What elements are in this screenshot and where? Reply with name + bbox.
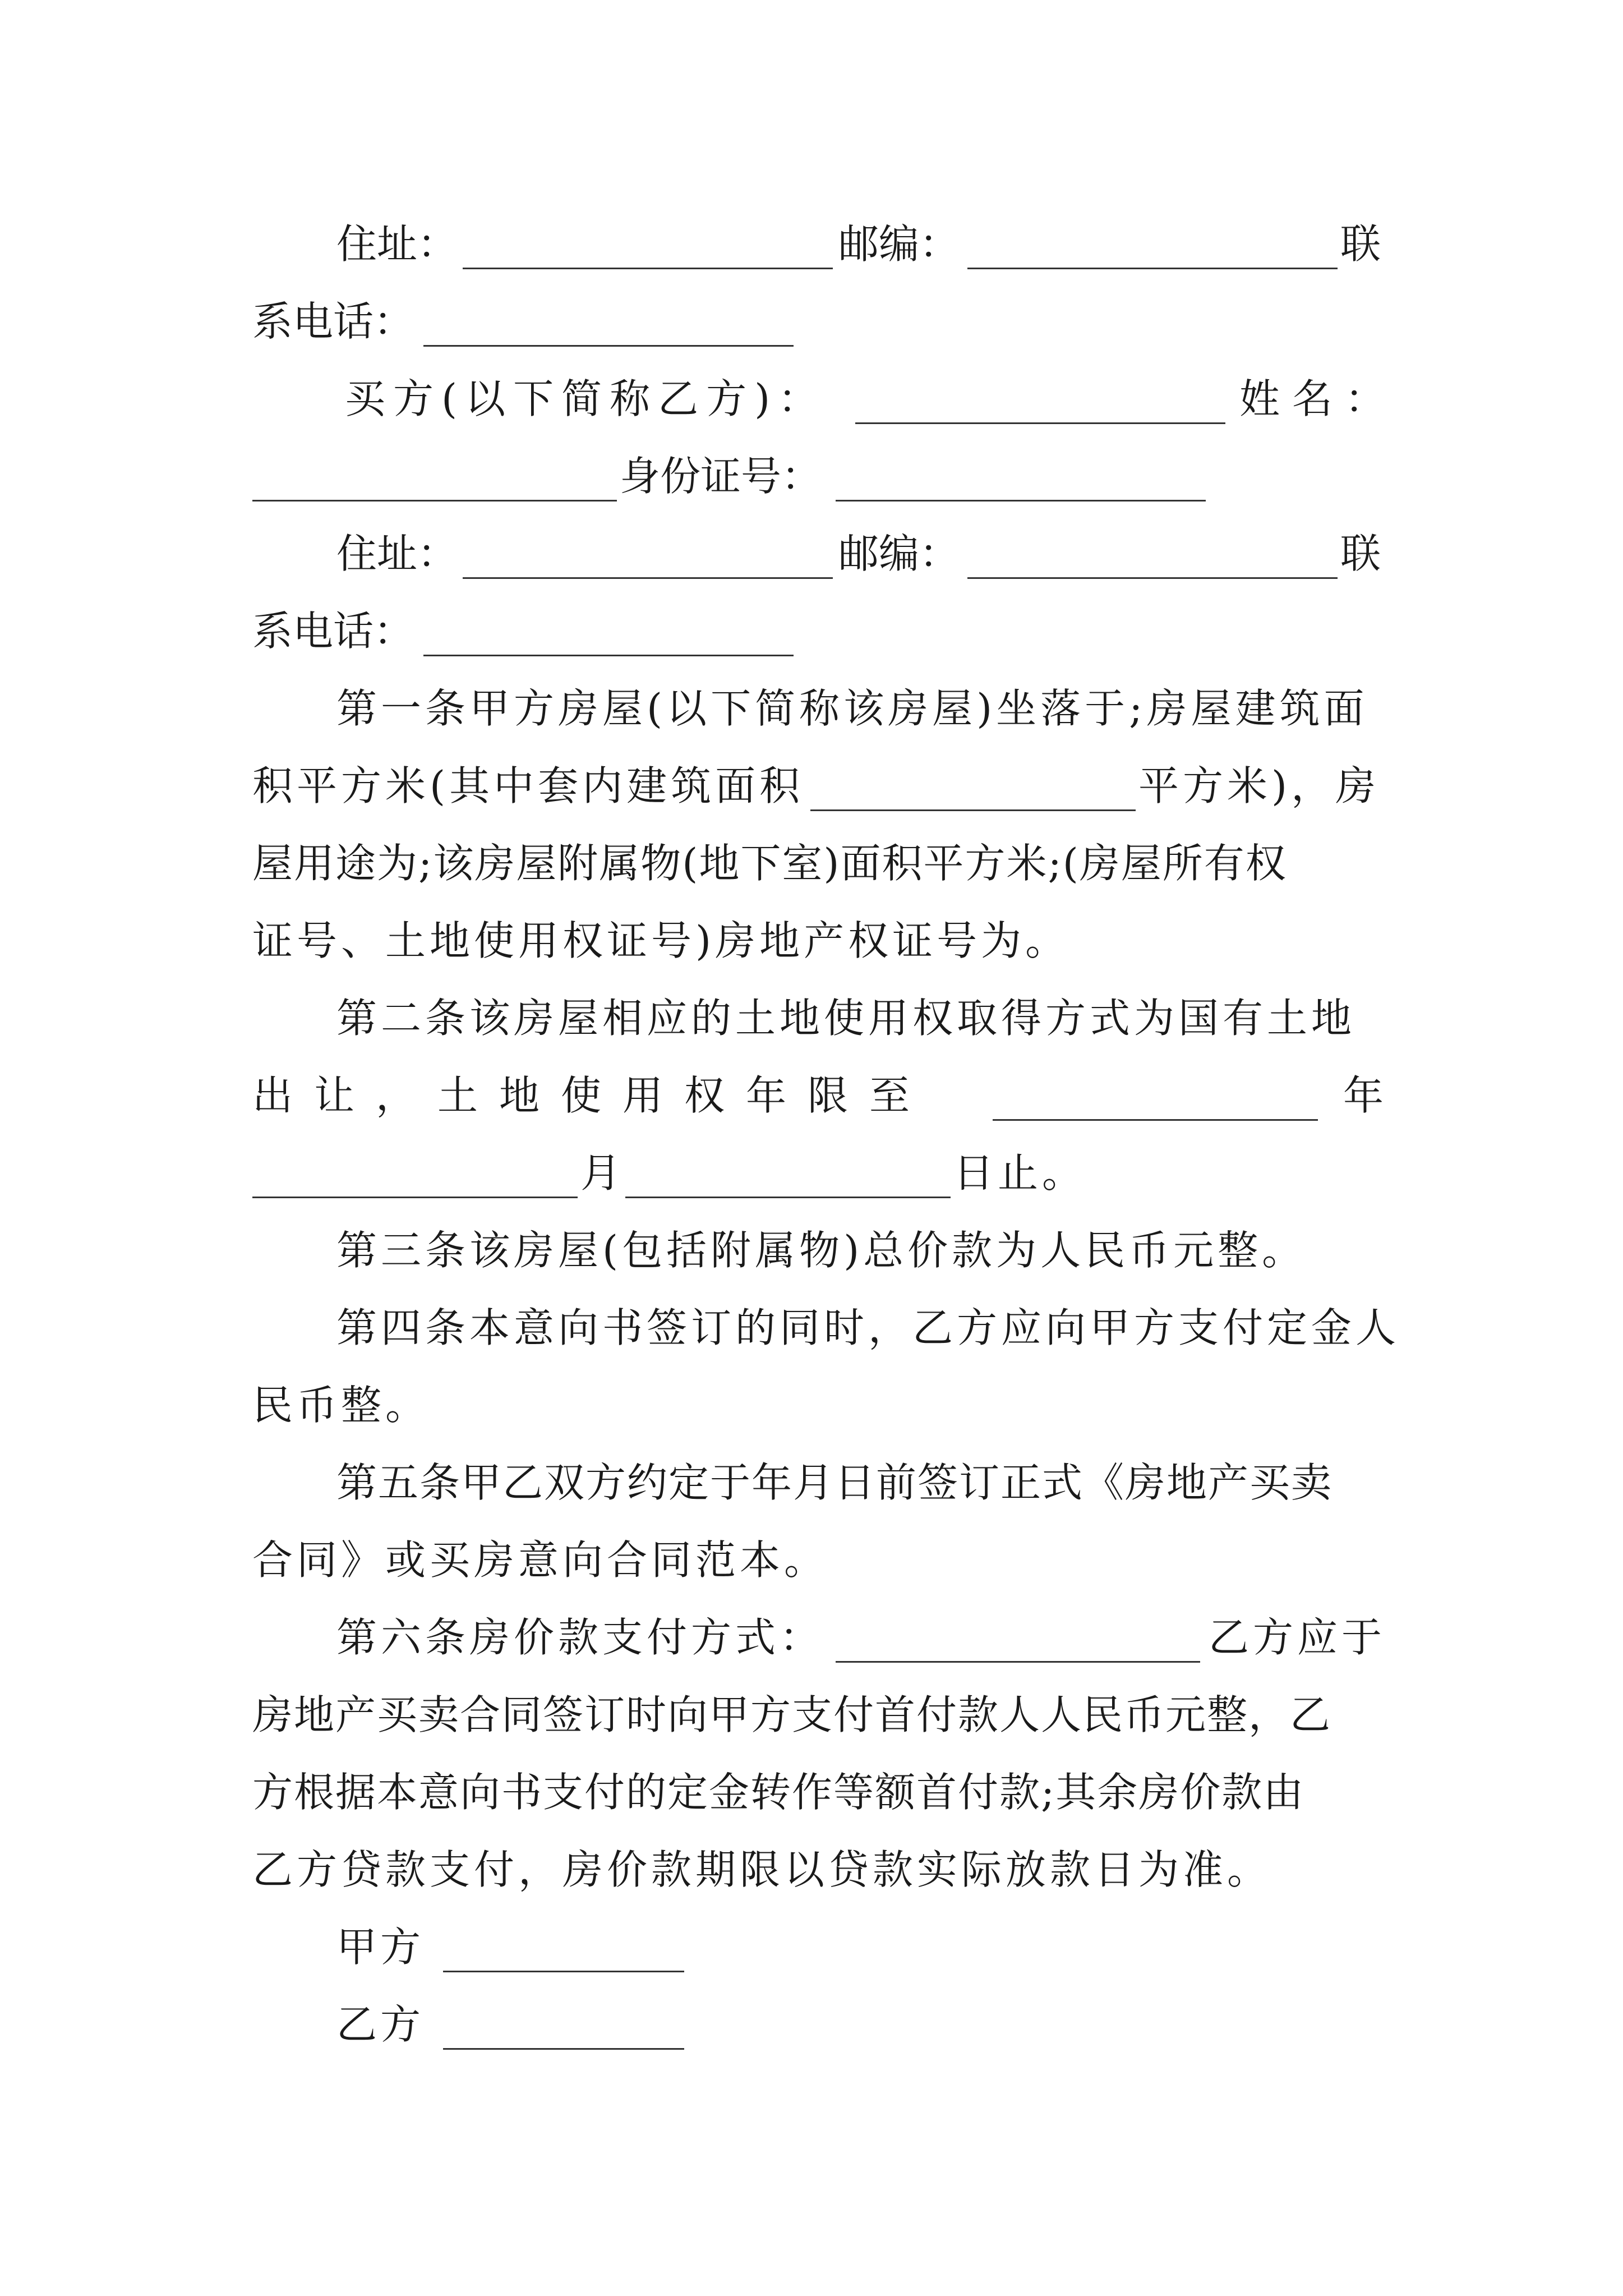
address-blank <box>463 268 833 269</box>
buyer-postcode-label: 邮编： <box>838 530 960 577</box>
buyer-address-line <box>0 514 1623 593</box>
party-b-label: 乙方 <box>336 2001 425 2048</box>
party-b-signature-blank <box>443 2048 684 2050</box>
buyer-id-line <box>0 437 1623 516</box>
postcode-blank <box>967 268 1338 269</box>
article-1-text: 平方米)，房 <box>1138 762 1380 809</box>
phone-blank <box>423 345 794 347</box>
buyer-phone-label: 系电话： <box>252 608 414 655</box>
article-3-line-1 <box>0 1211 1623 1290</box>
article-5-line-2 <box>0 1521 1623 1599</box>
article-1-text: 积平方米(其中套内建筑面积 <box>252 762 804 809</box>
article-6-line-2 <box>0 1676 1623 1754</box>
id-number-blank <box>836 500 1206 501</box>
party-a-label: 甲方 <box>336 1924 425 1971</box>
article-1-line-1 <box>0 669 1623 748</box>
day-blank <box>625 1197 951 1198</box>
article-6-text: 房地产买卖合同签订时向甲方支付首付款人人民币元整，乙 <box>252 1691 1332 1738</box>
article-1-line-4 <box>0 901 1623 980</box>
article-4-line-2 <box>0 1366 1623 1444</box>
month-label: 月 <box>580 1149 621 1197</box>
article-2-line-1 <box>0 979 1623 1057</box>
inner-area-blank <box>810 809 1136 811</box>
article-2-line-2 <box>0 1056 1623 1135</box>
article-4-text: 第四条本意向书签订的同时，乙方应向甲方支付定金人 <box>336 1304 1400 1351</box>
day-label: 日止。 <box>953 1149 1087 1197</box>
article-5-line-1 <box>0 1443 1623 1522</box>
article-1-text: 第一条甲方房屋(以下简称该房屋)坐落于;房屋建筑面 <box>336 685 1368 732</box>
buyer-postcode-blank <box>967 577 1338 579</box>
buyer-party-blank <box>855 422 1225 424</box>
buyer-name-blank <box>252 500 617 501</box>
article-5-text: 第五条甲乙双方约定于年月日前签订正式《房地产买卖 <box>336 1459 1333 1506</box>
postcode-label: 邮编： <box>838 220 960 268</box>
article-6-line-1 <box>0 1598 1623 1677</box>
buyer-party-line <box>0 360 1623 438</box>
article-1-line-3 <box>0 824 1623 903</box>
buyer-phone-label-prefix: 联 <box>1340 530 1381 577</box>
seller-address-line <box>0 205 1623 283</box>
payment-method-blank <box>836 1661 1200 1663</box>
buyer-address-label: 住址： <box>336 530 458 577</box>
signature-party-a <box>0 1908 1623 1986</box>
year-label: 年 <box>1343 1072 1384 1119</box>
address-label: 住址： <box>336 220 458 268</box>
article-6-text: 乙方贷款支付，房价款期限以贷款实际放款日为准。 <box>252 1846 1272 1893</box>
month-blank <box>252 1197 578 1198</box>
buyer-party-label: 买方(以下简称乙方)： <box>345 375 827 422</box>
phone-label-prefix: 联 <box>1340 220 1381 268</box>
buyer-address-blank <box>463 577 833 579</box>
buyer-name-label: 姓名： <box>1239 375 1398 422</box>
article-6-text: 方根据本意向书支付的定金转作等额首付款;其余房价款由 <box>252 1769 1305 1816</box>
article-1-text: 证号、土地使用权证号)房地产权证号为。 <box>252 917 1070 964</box>
article-6-text: 第六条房价款支付方式： <box>336 1614 824 1661</box>
article-6-line-3 <box>0 1753 1623 1832</box>
year-blank <box>993 1119 1318 1121</box>
buyer-phone-blank <box>423 655 794 656</box>
phone-label: 系电话： <box>252 298 414 345</box>
article-3-text: 第三条该房屋(包括附属物)总价款为人民币元整。 <box>336 1227 1307 1274</box>
article-2-text: 出让，土地使用权年限至 <box>252 1072 932 1119</box>
buyer-phone-line <box>0 592 1623 670</box>
article-2-text: 第二条该房屋相应的土地使用权取得方式为国有土地 <box>336 995 1356 1042</box>
seller-phone-line <box>0 282 1623 361</box>
article-4-line-1 <box>0 1289 1623 1367</box>
article-2-line-3 <box>0 1134 1623 1212</box>
article-1-text: 屋用途为;该房屋附属物(地下室)面积平方米;(房屋所有权 <box>252 840 1287 887</box>
party-a-signature-blank <box>443 1971 684 1972</box>
article-5-text: 合同》或买房意向合同范本。 <box>252 1536 829 1584</box>
article-6-line-4 <box>0 1830 1623 1909</box>
article-1-line-2 <box>0 747 1623 825</box>
article-4-text: 民币整。 <box>252 1382 430 1429</box>
id-number-label: 身份证号： <box>620 453 822 500</box>
signature-party-b <box>0 1985 1623 2064</box>
article-6-text: 乙方应于 <box>1209 1614 1386 1661</box>
